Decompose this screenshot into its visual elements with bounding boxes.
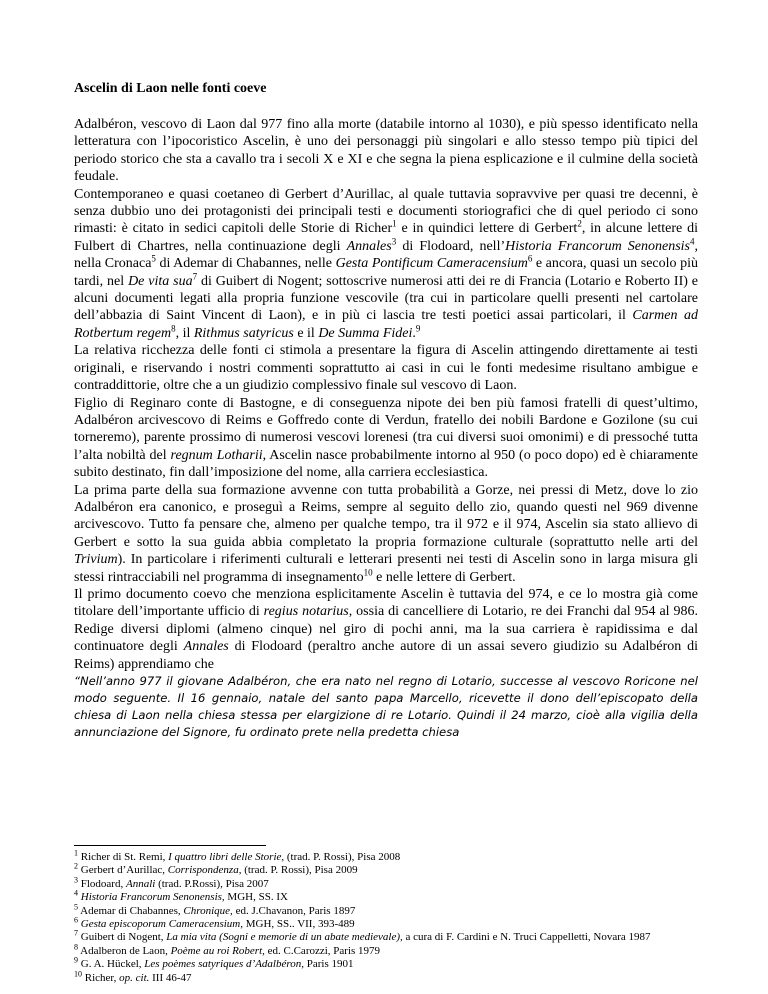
text-run: Richer di St. Remi,: [80, 851, 169, 863]
text-run: Adalbéron, vescovo di Laon dal 977 fino alla morte (databile intorno al 1030), e più spesso identificato nella letteratura con l’ipocoristico Ascelin, è uno dei personaggi più singolari e allo stesso tempo più tipici del periodo storico che sta a cavallo tra i secoli X e XI e che segna la piena esplicazione e il culmine della società feudale.: [74, 117, 698, 185]
footnote-ref: 10: [363, 566, 373, 577]
footnote-number: 7: [74, 928, 78, 938]
text-run: e il: [293, 325, 319, 341]
text-run: di Guibert di Nogent; sottoscrive numerosi atti dei re di Francia (Lotario e Roberto II) e alcuni documenti legati alla propria funzione vescovile (tra cui in particolare quelli presenti nel cartolare dell’abbazia di Saint Vincent di Laon), e in più ci lascia tre testi poetici assai particolari, il: [74, 273, 699, 324]
footnote-ref: 6: [527, 253, 533, 264]
footnote-ref: 5: [151, 253, 156, 264]
text-run: e in quindici lettere di Gerbert: [396, 221, 578, 237]
footnote-number: 5: [74, 901, 78, 911]
paragraph: [74, 482, 698, 586]
text-run: Figlio di Reginaro conte di Bastogne, e di conseguenza nipote dei ben più famosi fratelli di quest’ultimo, Adalbéron arcivescovo di Reims e Goffredo conte di Verdun, fratello dei nobili Bardone e Gozilone (su cui torneremo), parente prossimo di numerosi vescovi lorenesi (tra cui diversi suoi omonimi) e di pressoché tutta l’alta nobiltà del: [74, 395, 698, 463]
italic-title: Gesta Pontificum Cameracensium: [335, 256, 528, 272]
text-run: .: [412, 325, 416, 341]
italic-title: regius notarius: [263, 604, 349, 620]
text-run: , Paris 1901: [301, 958, 354, 971]
footnote: [74, 955, 698, 971]
italic-title: regnum Lotharii: [170, 447, 263, 463]
italic-title: Historia Francorum Senonensis,: [80, 891, 225, 904]
paragraph: [74, 586, 698, 673]
footnote: [74, 901, 698, 918]
text-run: Richer,: [84, 971, 120, 984]
paragraph: [74, 342, 698, 394]
footnote-number: 2: [74, 861, 78, 871]
text-run: Flodoard,: [80, 877, 126, 890]
document-page: [74, 80, 698, 741]
text-run: di Flodoard, nell’: [396, 238, 506, 254]
text-run: (trad. P. Rossi), Pisa 2008: [284, 851, 401, 863]
italic-title: Trivium: [74, 552, 118, 568]
text-run: Gerbert d’Aurillac,: [80, 864, 168, 877]
italic-title: La mia vita (Sogni e memorie di un abate medievale),: [166, 931, 403, 944]
footnote-number: 10: [74, 969, 82, 978]
footnote-number: 9: [74, 955, 78, 965]
text-run: G. A. Hückel,: [80, 958, 145, 971]
text-run: La relativa ricchezza delle fonti ci stimola a presentare la figura di Ascelin attingendo direttamente ai testi originali, e riservando i nostri commenti soprattutto ai casi in cui le fonti medesime risultano ambigue e contraddittorie, oltre che a un giudizio complessivo finale sul vescovo di Laon.: [74, 343, 698, 394]
footnote-number: 1: [74, 848, 78, 858]
footnote-number: 8: [74, 942, 78, 952]
italic-title: Corrispondenza: [167, 864, 239, 877]
text-run: Contemporaneo e quasi coetaneo di Gerbert d’Aurillac, al quale tuttavia sopravvive per quasi tre decenni, è senza dubbio uno dei protagonisti dei principali testi e documenti storiografici che di quel periodo ci sono rimasti: è citato in sedici capitoli delle Storie di Richer: [74, 186, 698, 237]
annales-quotation: “Nell’anno 977 il giovane Adalbéron, che era nato nel regno di Lotario, successe al vescovo Roricone nel modo seguente. Il 16 gennaio, natale del santo papa Marcello, ricevette il dono dell’episcopato della chiesa di Laon nella chiesa stessa per elargizione di re Lotario. Quindi il 24 marzo, cioè alla vigilia della annunciazione del Signore, fu ordinato prete nella predetta chiesa: [74, 674, 698, 739]
footnote-number: 4: [74, 888, 78, 898]
text-run: Ademar di Chabannes,: [80, 904, 184, 917]
text-run: (trad. P.Rossi), Pisa 2007: [155, 877, 269, 890]
text-run: Guibert di Nogent,: [80, 931, 167, 944]
text-run: e nelle lettere di Gerbert.: [372, 569, 516, 585]
footnote-ref: 3: [391, 236, 397, 247]
text-run: Adalberon de Laon,: [80, 944, 171, 957]
text-run: , nella Cronaca: [74, 238, 698, 272]
text-run: ed. C.Carozzi, Paris 1979: [264, 944, 381, 957]
footnote-number: 3: [74, 875, 78, 885]
paragraph: [74, 186, 698, 343]
italic-title: Annali: [125, 877, 156, 890]
footnote-ref: 1: [392, 218, 397, 229]
text-run: , il: [175, 325, 194, 341]
footnote: [74, 969, 698, 985]
italic-title: Chronique,: [183, 904, 233, 917]
paragraph: [74, 116, 698, 186]
italic-title: I quattro libri delle Storie,: [168, 851, 285, 863]
footnote-ref: 7: [192, 271, 198, 281]
footnote-ref: 2: [577, 218, 582, 229]
text-run: La prima parte della sua formazione avvenne con tutta probabilità a Gorze, nei pressi di Metz, dove lo zio Adalbéron era canonico, e proseguì a Reims, sempre al seguito dello zio, quando questi nel 969 divenne arcivescovo. Tutto fa pensare che, almeno per qualche tempo, tra il 972 e il 974, Ascelin sia stato allievo di Gerbert e sotto la sua guida abbia completato la propria formazione culturale (soprattutto nelle arti del: [74, 482, 698, 550]
footnote: [74, 942, 698, 958]
footnote: [74, 915, 698, 931]
footnote-separator: [74, 845, 266, 846]
paragraph: [74, 395, 698, 482]
footnote-ref: 4: [690, 236, 695, 247]
text-run: ed. J.Chavanon, Paris 1897: [232, 904, 356, 917]
text-run: ). In particolare i riferimenti culturali e letterari presenti nei testi di Ascelin sono in larga misura gli stessi rintracciabili nel programma di insegnamento: [74, 552, 698, 585]
footnote: [74, 928, 698, 944]
document-body: [74, 116, 698, 673]
document-title: Ascelin di Laon nelle fonti coeve: [74, 81, 267, 96]
italic-title: Rithmus satyricus: [193, 325, 294, 341]
text-run: di Flodoard (peraltro anche autore di un assai severo giudizio su Adalbéron di Reims) apprendiamo che: [74, 639, 699, 672]
text-run: di Ademar di Chabannes, nelle: [155, 256, 336, 272]
footnotes: [74, 848, 698, 985]
text-run: III 46-47: [149, 971, 192, 984]
footnote-ref: 9: [415, 323, 421, 334]
footnote: [74, 875, 698, 891]
text-run: a cura di F. Cardini e N. Truci Cappelletti, Novara 1987: [402, 931, 651, 944]
footnote: [74, 888, 698, 904]
footnote: [74, 848, 698, 864]
italic-title: Gesta episcoporum Cameracensium: [80, 918, 241, 931]
text-run: , Ascelin nasce probabilmente intorno al 950 (o poco dopo) ed è chiaramente subito destinato, fin dall’imposizione del nome, alla carriera ecclesiastica.: [74, 447, 699, 481]
footnote-number: 6: [74, 915, 78, 925]
italic-title: Historia Francorum Senonensis: [505, 238, 690, 254]
text-run: MGH, SS. IX: [224, 891, 288, 904]
footnote-ref: 8: [171, 323, 176, 334]
text-run: e ancora, quasi un secolo più tardi, nel: [74, 256, 698, 289]
italic-title: Carmen ad Rotbertum regem: [74, 308, 698, 341]
italic-title: Poème au roi Robert,: [170, 944, 265, 957]
italic-title: De Summa Fidei: [318, 325, 413, 341]
text-run: Il primo documento coevo che menziona esplicitamente Ascelin è tuttavia del 974, e ce lo mostra già come titolare dell’importante ufficio di: [74, 586, 698, 620]
italic-title: De vita sua: [128, 273, 193, 289]
footnote: [74, 861, 698, 877]
text-run: , MGH, SS.. VII, 393-489: [240, 918, 355, 931]
italic-title: Annales: [183, 639, 229, 655]
italic-title: Annales: [346, 238, 392, 254]
text-run: , (trad. P. Rossi), Pisa 2009: [238, 864, 358, 877]
italic-title: op. cit.: [119, 971, 150, 984]
text-run: , ossia di cancelliere di Lotario, re dei Franchi dal 954 al 986. Redige diversi diplomi (almeno cinque) nel giro di pochi anni, ma la sua carriera è rapidissima e dal continuatore degli: [74, 604, 699, 655]
text-run: , in alcune lettere di Fulbert di Chartres, nella continuazione degli: [74, 221, 698, 254]
italic-title: Les poèmes satyriques d’Adalbéron: [144, 958, 302, 971]
